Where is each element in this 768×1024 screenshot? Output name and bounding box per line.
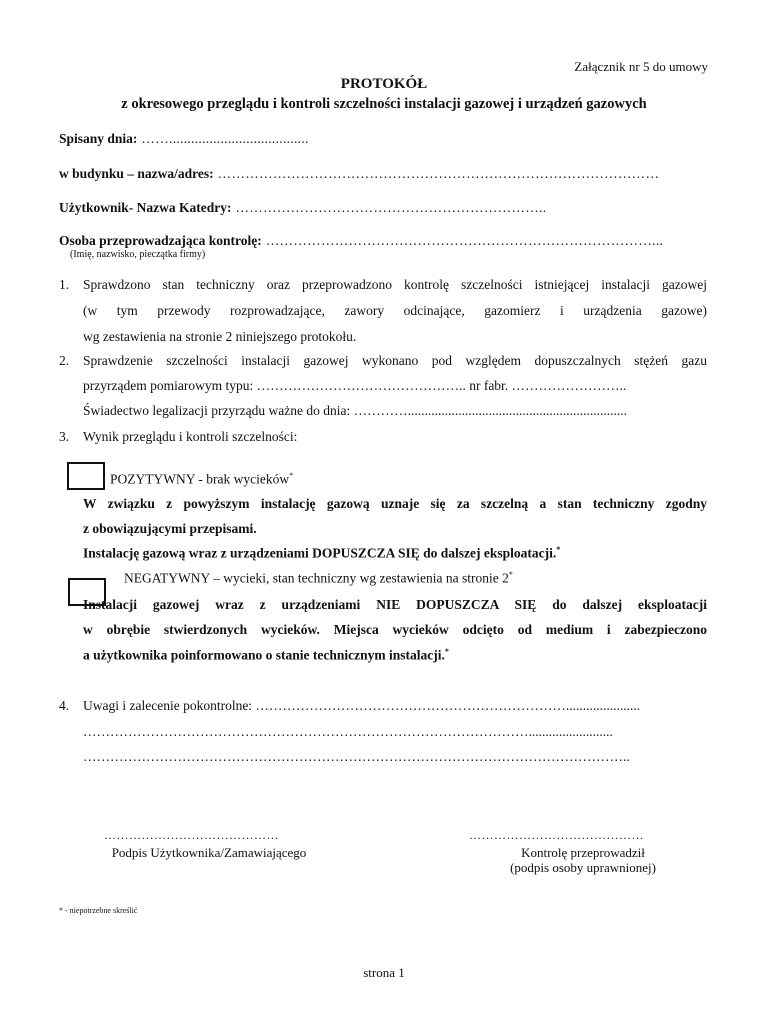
item1-line1: Sprawdzono stan techniczny oraz przeprowadzono kontrolę szczelności istniejącej instalacji gazowej	[83, 277, 707, 292]
user-signature-line[interactable]: ……………………………………	[104, 828, 279, 842]
positive-text1: W związku z powyższym instalację gazową uznaje się za szczelną a stan techniczny zgodny	[83, 496, 707, 511]
item1-line2: (w tym przewody rozprowadzające, zawory odcinające, gazomierz i urządzenia gazowe)	[83, 303, 707, 318]
page-number: strona 1	[363, 965, 405, 980]
negative-text3-mark: *	[444, 647, 449, 656]
inspector-signature-line[interactable]: ……………………………………	[469, 828, 644, 842]
document-subtitle: z okresowego przeglądu i kontroli szczelności instalacji gazowej i urządzeń gazowych	[121, 96, 647, 112]
inspector-label: Osoba przeprowadzająca kontrolę:	[59, 233, 262, 248]
document-title: PROTOKÓŁ	[340, 76, 428, 92]
item2-line3[interactable]: Świadectwo legalizacji przyrządu ważne do dnia: ………….................................................................	[83, 403, 628, 418]
building-dots[interactable]: ……………………………………………………………………………………	[217, 166, 660, 181]
negative-mark: *	[508, 570, 513, 579]
user-label: Użytkownik- Nazwa Katedry:	[59, 200, 232, 215]
item2-line2[interactable]: przyrządem pomiarowym typu: ……………………………………….. nr fabr. ……………………..	[83, 378, 627, 393]
negative-text1: Instalacji gazowej wraz z urządzeniami NIE DOPUSZCZA SIĘ do dalszej eksploatacji	[83, 597, 707, 612]
item2-line1: Sprawdzenie szczelności instalacji gazowej wykonano pod względem dopuszczalnych stężeń gazu	[83, 353, 707, 368]
inspector-hint: (Imię, nazwisko, pieczątka firmy)	[70, 249, 206, 260]
positive-text3-mark: *	[556, 545, 561, 554]
user-dots[interactable]: …………………………………………………………..	[235, 200, 547, 215]
item4-line1[interactable]: Uwagi i zalecenie pokontrolne: ……………………………………………………………......................	[83, 698, 641, 713]
positive-option	[110, 471, 293, 488]
item3-number: 3.	[59, 429, 70, 444]
user-field[interactable]	[59, 200, 546, 216]
inspector-signature-label: Kontrolę przeprowadził	[521, 845, 645, 860]
negative-text3-wrap	[83, 647, 449, 664]
positive-checkbox[interactable]	[67, 462, 105, 490]
item4-line2[interactable]: ……………………………………………………………………………………….........................	[83, 724, 613, 739]
item2-number: 2.	[59, 353, 70, 368]
item4-number: 4.	[59, 698, 70, 713]
positive-text3-wrap	[83, 545, 560, 562]
user-signature-label: Podpis Użytkownika/Zamawiającego	[111, 845, 307, 860]
item1-number: 1.	[59, 277, 70, 292]
building-label: w budynku – nazwa/adres:	[59, 166, 214, 181]
negative-text2: w obrębie stwierdzonych wycieków. Miejsca wycieków odcięto od medium i zabezpieczono	[83, 622, 707, 637]
item3-line1: Wynik przeglądu i kontroli szczelności:	[83, 429, 298, 444]
building-field[interactable]	[59, 166, 659, 182]
negative-label: NEGATYWNY – wycieki, stan techniczny wg zestawienia na stronie 2	[124, 570, 509, 586]
attachment-note: Załącznik nr 5 do umowy	[574, 59, 708, 74]
item4-line3[interactable]: …………………………………………………………………………………………………………..	[83, 749, 630, 764]
positive-mark: *	[289, 471, 294, 480]
positive-label: POZYTYWNY - brak wycieków	[110, 471, 290, 487]
inspector-signature-note: (podpis osoby uprawnionej)	[510, 860, 656, 875]
date-field[interactable]	[59, 131, 309, 147]
positive-text2: z obowiązującymi przepisami.	[83, 521, 257, 536]
date-label: Spisany dnia:	[59, 131, 138, 146]
negative-option	[124, 570, 513, 587]
positive-text3: Instalację gazową wraz z urządzeniami DOPUSZCZA SIĘ do dalszej eksploatacji.	[83, 545, 557, 561]
inspector-dots[interactable]: …………………………………………………………………………...	[265, 233, 664, 248]
date-dots[interactable]: ……......................................	[141, 131, 309, 146]
footnote: * - niepotrzebne skreślić	[59, 906, 138, 915]
item1-line3: wg zestawienia na stronie 2 niniejszego protokołu.	[83, 329, 357, 344]
negative-text3: a użytkownika poinformowano o stanie technicznym instalacji.	[83, 647, 445, 663]
inspector-field[interactable]	[59, 233, 663, 249]
